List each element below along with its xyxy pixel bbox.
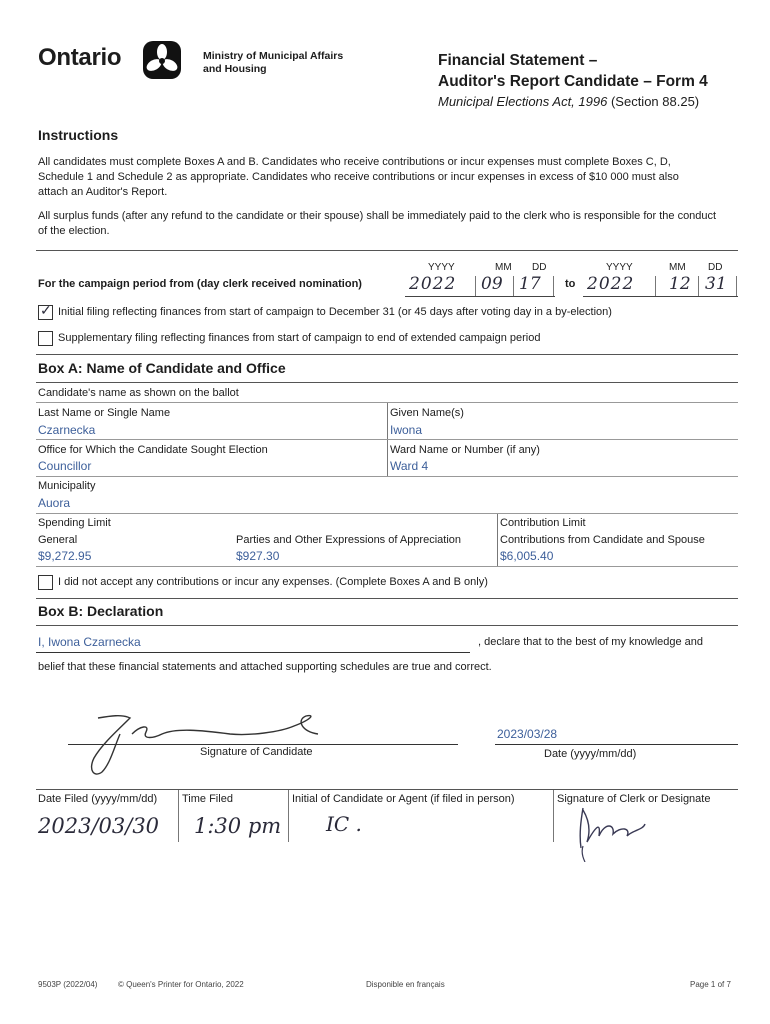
instructions-para-2: All surplus funds (after any refund to the candidate or their spouse) shall be immediately paid to the clerk who is responsible for the conduct of the election. [38, 210, 717, 237]
declarant-name[interactable]: I, Iwona Czarnecka [38, 635, 141, 649]
ballot-name-label: Candidate's name as shown on the ballot [38, 387, 239, 399]
initial-filing-label: Initial filing reflecting finances from start of campaign to December 31 (or 45 days after voting day in a by-election) [58, 306, 612, 318]
given-name-value[interactable]: Iwona [390, 423, 423, 437]
parties-value[interactable]: $927.30 [236, 549, 280, 563]
ontario-logo [38, 44, 121, 72]
instructions-heading: Instructions [38, 127, 119, 143]
from-day-value: 17 [519, 274, 541, 294]
divider [36, 250, 738, 251]
supplementary-filing-label: Supplementary filing reflecting finances from start of campaign to end of extended campaign period [58, 332, 541, 344]
page-number: Page 1 of 7 [690, 980, 731, 989]
from-mm-label: MM [495, 262, 512, 273]
trillium-icon [142, 40, 182, 80]
last-name-value[interactable]: Czarnecka [38, 423, 96, 437]
ward-label: Ward Name or Number (if any) [390, 444, 540, 456]
contributions-label: Contributions from Candidate and Spouse [500, 534, 705, 546]
general-value[interactable]: $9,272.95 [38, 549, 92, 563]
check-icon: ✓ [40, 303, 52, 319]
sign-date-value[interactable]: 2023/03/28 [497, 727, 558, 741]
declaration-text: , declare that to the best of my knowledge and [478, 636, 704, 648]
campaign-period-label: For the campaign period from (day clerk received nomination) [38, 278, 362, 290]
date-filed-value[interactable]: 2023/03/30 [38, 814, 160, 838]
office-value[interactable]: Councillor [38, 459, 92, 473]
instructions-para-1: All candidates must complete Boxes A and B. Candidates who receive contributions or incur expenses must complete Boxes C, D, Schedule 1 and Schedule 2 as appropriate. Candidates who receive contributions or incur expenses in excess of $10 000 must also attach an Auditor's Report. [38, 156, 679, 198]
ward-value[interactable]: Ward 4 [390, 459, 429, 473]
parties-label: Parties and Other Expressions of Appreciation [236, 534, 462, 546]
french-availability: Disponible en français [366, 980, 445, 989]
date-filed-label: Date Filed (yyyy/mm/dd) [38, 793, 158, 805]
supplementary-filing-checkbox[interactable] [38, 331, 53, 346]
municipality-label: Municipality [38, 480, 96, 492]
to-mm-label: MM [669, 262, 686, 273]
logo-text: Ontario [38, 44, 122, 71]
contribution-limit-label: Contribution Limit [500, 517, 586, 529]
belief-text: belief that these financial statements and attached supporting schedules are true and correct. [38, 661, 492, 673]
from-date-field[interactable] [405, 274, 555, 298]
office-label: Office for Which the Candidate Sought Election [38, 444, 268, 456]
municipality-value[interactable]: Auora [38, 496, 71, 510]
general-label: General [38, 534, 78, 546]
no-contributions-label: I did not accept any contributions or incur any expenses. (Complete Boxes A and B only) [58, 576, 488, 588]
from-yyyy-label: YYYY [428, 262, 455, 273]
time-filed-value[interactable]: 1:30 pm [194, 814, 282, 838]
contributions-value[interactable]: $6,005.40 [500, 549, 554, 563]
signature-label: Signature of Candidate [200, 746, 313, 758]
to-month-value: 12 [669, 274, 691, 294]
to-yyyy-label: YYYY [606, 262, 633, 273]
from-dd-label: DD [532, 262, 547, 273]
to-label: to [565, 278, 576, 290]
date-label: Date (yyyy/mm/dd) [544, 748, 637, 760]
from-year-value: 2022 [409, 274, 457, 294]
initial-filing-checkbox[interactable] [38, 305, 53, 320]
form-act: Municipal Elections Act, 1996 (Section 88.25) [438, 94, 700, 109]
to-dd-label: DD [708, 262, 723, 273]
to-day-value: 31 [705, 274, 727, 294]
copyright: © Queen's Printer for Ontario, 2022 [118, 980, 244, 989]
initial-value[interactable]: IC . [326, 812, 362, 836]
from-month-value: 09 [481, 274, 503, 294]
to-year-value: 2022 [587, 274, 635, 294]
spending-limit-label: Spending Limit [38, 517, 111, 529]
given-name-label: Given Name(s) [390, 407, 464, 419]
to-date-field[interactable] [583, 274, 738, 298]
box-a-heading: Box A: Name of Candidate and Office [38, 360, 286, 376]
clerk-signature [565, 800, 675, 862]
box-b-heading: Box B: Declaration [38, 603, 164, 619]
ministry-name: Ministry of Municipal Affairs and Housing [203, 50, 344, 75]
last-name-label: Last Name or Single Name [38, 407, 171, 419]
form-title: Financial Statement – Auditor's Report Candidate – Form 4 [438, 52, 708, 90]
initial-label: Initial of Candidate or Agent (if filed in person) [292, 793, 515, 805]
clerk-signature-label: Signature of Clerk or Designate [557, 793, 711, 805]
time-filed-label: Time Filed [182, 793, 233, 805]
no-contributions-checkbox[interactable] [38, 575, 53, 590]
form-code: 9503P (2022/04) [38, 980, 98, 989]
